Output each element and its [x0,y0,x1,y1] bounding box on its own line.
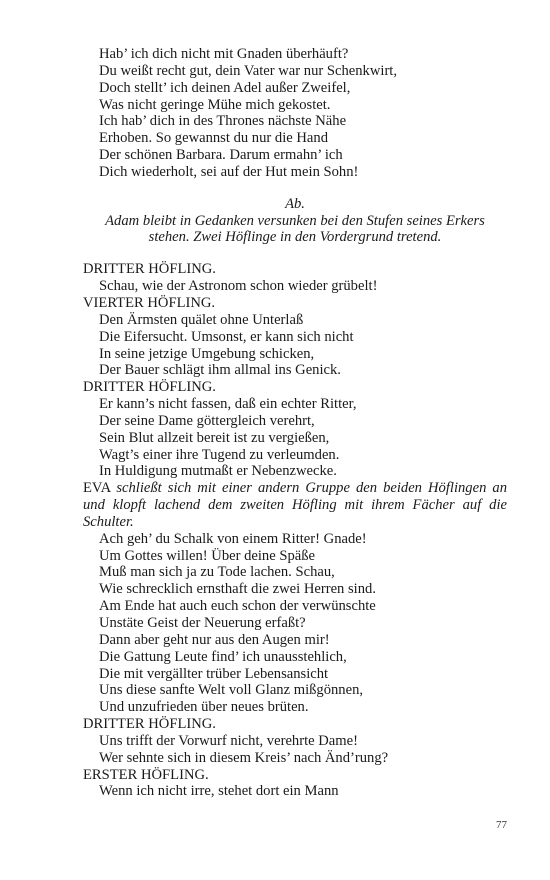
speech-block-1 [83,46,507,181]
verse-line: In Huldigung mutmaßt er Nebenzwecke. [99,463,337,480]
verse-line: Am Ende hat auch euch schon der verwünschte [99,598,376,615]
speaker-name: DRITTER HÖFLING. [83,379,216,396]
eva-entrance [83,480,507,531]
verse-line: Und unzufrieden über neues brüten. [99,699,309,716]
verse-line: Er kann’s nicht fassen, daß ein echter Ritter, [99,396,357,413]
speaker-name: DRITTER HÖFLING. [83,261,216,278]
verse-line: Unstäte Geist der Neuerung erfaßt? [99,615,306,631]
speaker-name: VIERTER HÖFLING. [83,294,216,311]
verse-line: Uns diese sanfte Welt voll Glanz mißgönnen, [99,682,364,699]
verse-line: Wer sehnte sich in diesem Kreis’ nach Änd’rung? [99,749,389,766]
verse-line: Um Gottes willen! Über deine Späße [99,547,316,564]
verse-line: Der schönen Barbara. Darum ermahn’ ich [99,147,343,164]
verse-line: Ach geh’ du Schalk von einem Ritter! Gnade! [99,530,367,547]
verse-line: Du weißt recht gut, dein Vater war nur Schenkwirt, [99,62,398,79]
speaker-name: DRITTER HÖFLING. [83,716,216,733]
verse-line: Dann aber geht nur aus den Augen mir! [99,631,330,648]
verse-line: Wie schrecklich ernsthaft die zwei Herren sind. [99,581,376,598]
stage-line: schließt sich mit einer andern Gruppe den beiden Höflingen an [116,480,507,497]
verse-line: Wenn ich nicht irre, stehet dort ein Mann [99,783,339,800]
verse-line: Wagt’s einer ihre Tugend zu verleumden. [99,446,340,463]
verse-line: Dich wiederholt, sei auf der Hut mein Sohn! [99,163,359,180]
verse-line: Erhoben. So gewannst du nur die Hand [99,130,328,147]
stage-line: und klopft lachend dem zweiten Höfling mit ihrem Fächer auf die [83,497,507,514]
verse-line: In seine jetzige Umgebung schicken, [99,345,315,362]
verse-line: Die Eifersucht. Umsonst, er kann sich nicht [99,328,354,345]
stage-line: Adam bleibt in Gedanken versunken bei den Stufen seines Erkers [105,212,485,229]
page-text [83,46,507,800]
verse-line: Sein Blut allzeit bereit ist zu vergießen, [99,429,330,446]
verse-line: Hab’ ich dich nicht mit Gnaden überhäuft? [99,46,349,62]
stage-line: Schulter. [83,513,134,530]
verse-line: Muß man sich ja zu Tode lachen. Schau, [99,564,335,581]
eva-direction-line [83,480,507,497]
verse-line: Ich hab’ dich in des Thrones nächste Nähe [99,113,347,130]
stage-line: stehen. Zwei Höflinge in den Vordergrund tretend. [148,229,442,246]
verse-line: Doch stellt’ ich deinen Adel außer Zweifel, [99,79,351,96]
verse-line: Uns trifft der Vorwurf nicht, verehrte Dame! [99,732,358,749]
speaker-name: EVA [83,480,111,497]
verse-line: Die mit vergällter trüber Lebensansicht [99,665,329,682]
verse-line: Was nicht geringe Mühe mich gekostet. [99,96,331,113]
stage-direction [83,196,507,247]
spacer [83,246,507,261]
verse-line: Der seine Dame göttergleich verehrt, [99,412,315,429]
stage-exit: Ab. [285,195,305,212]
spacer [83,181,507,196]
page-number: 77 [496,819,507,831]
verse-line: Den Ärmsten quälet ohne Unterlaß [99,311,304,328]
verse-line: Die Gattung Leute find’ ich unausstehlich, [99,648,347,665]
verse-line: Der Bauer schlägt ihm allmal ins Genick. [99,362,341,379]
speaker-name: ERSTER HÖFLING. [83,766,209,783]
verse-line: Schau, wie der Astronom schon wieder grübelt! [99,278,378,295]
